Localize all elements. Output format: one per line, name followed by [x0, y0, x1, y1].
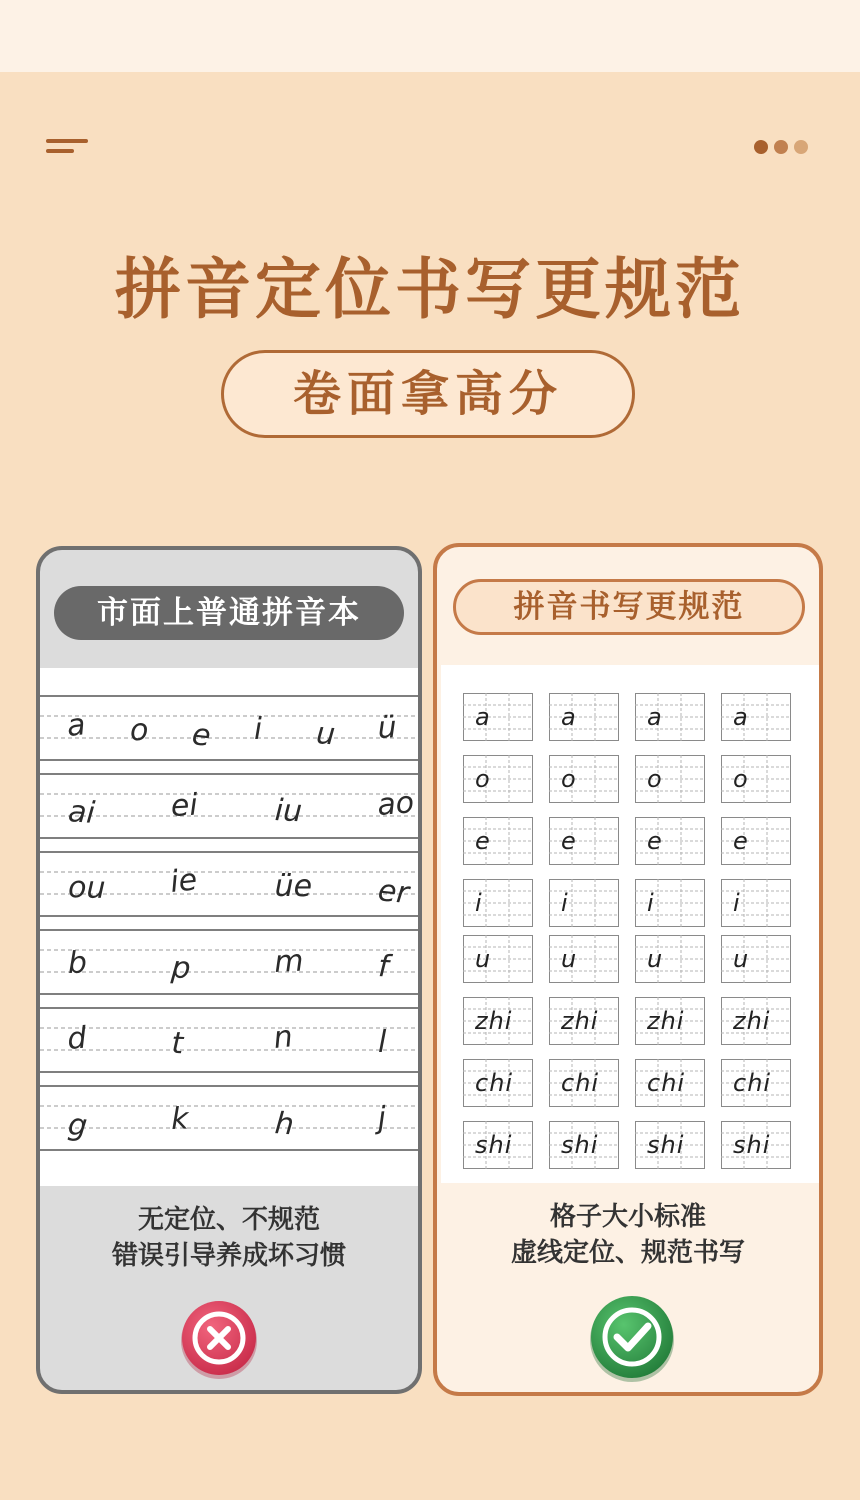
pinyin-grid-cell: [721, 879, 791, 927]
handwritten-letter: l: [378, 1025, 387, 1060]
ordinary-caption-line1: 无定位、不规范: [137, 1205, 320, 1235]
ordinary-notebook-caption: [40, 1202, 418, 1274]
pinyin-grid-cell: [635, 879, 705, 927]
pinyin-grid-cell: [635, 755, 705, 803]
cross-icon: [178, 1298, 260, 1380]
page-title: 拼音定位书写更规范: [115, 251, 745, 328]
pinyin-glyph: e: [647, 827, 663, 855]
pinyin-glyph: o: [561, 765, 577, 793]
handwritten-letter: ao: [375, 785, 416, 823]
handwritten-letter: ai: [66, 794, 97, 832]
pinyin-glyph: shi: [475, 1131, 513, 1159]
pinyin-glyph: u: [475, 945, 492, 973]
pinyin-glyph: zhi: [647, 1007, 685, 1035]
pinyin-grid-cell: [463, 693, 533, 741]
pinyin-glyph: a: [475, 703, 491, 731]
pinyin-glyph: u: [561, 945, 578, 973]
pinyin-glyph: a: [647, 703, 663, 731]
handwritten-letter: b: [67, 945, 88, 981]
pinyin-glyph: shi: [733, 1131, 771, 1159]
pinyin-grid-cell: [721, 693, 791, 741]
pinyin-grid-cell: [463, 1121, 533, 1169]
handwritten-letter: er: [376, 873, 411, 912]
standard-caption-line2: 虚线定位、规范书写: [510, 1238, 745, 1268]
ordinary-notebook-paper: [40, 668, 418, 1186]
handwritten-letter: i: [253, 711, 263, 747]
checkmark-icon: [587, 1293, 677, 1383]
handwritten-letter: m: [273, 943, 305, 980]
pinyin-grid-cell: [463, 755, 533, 803]
standard-notebook-paper: [441, 665, 819, 1183]
pinyin-glyph: zhi: [561, 1007, 599, 1035]
pinyin-grid-cell: [721, 997, 791, 1045]
ordinary-caption-line2: 错误引导养成坏习惯: [111, 1241, 346, 1271]
pinyin-grid-cell: [549, 1121, 619, 1169]
handwriting-sample: [40, 668, 418, 1186]
handwritten-letter: a: [65, 707, 88, 744]
handwritten-letter: t: [170, 1026, 184, 1062]
handwritten-letter: u: [314, 716, 337, 753]
handwritten-letter: ie: [168, 862, 199, 900]
pinyin-grid-cell: [721, 1121, 791, 1169]
handwritten-letter: f: [377, 949, 390, 985]
pinyin-grid-cell: [549, 997, 619, 1045]
pinyin-grid-cell: [549, 693, 619, 741]
pinyin-grid-cell: [635, 693, 705, 741]
handwritten-letter: o: [130, 713, 149, 748]
handwritten-letter: n: [271, 1019, 295, 1056]
pinyin-glyph: chi: [475, 1069, 514, 1097]
pinyin-glyph: a: [733, 703, 749, 731]
pinyin-glyph: u: [647, 945, 664, 973]
handwritten-letter: üe: [274, 869, 313, 904]
pinyin-glyph: zhi: [733, 1007, 771, 1035]
pinyin-grid-cell: [549, 817, 619, 865]
pinyin-glyph: u: [733, 945, 750, 973]
pinyin-glyph: o: [733, 765, 749, 793]
pinyin-grid-cell: [635, 817, 705, 865]
handwritten-letter: e: [190, 717, 213, 754]
pinyin-grid-cell: [635, 935, 705, 983]
ordinary-notebook-card: [36, 546, 422, 1394]
handwritten-letter: j: [376, 1100, 387, 1136]
pinyin-glyph: chi: [733, 1069, 772, 1097]
handwritten-letter: ou: [67, 870, 106, 906]
handwritten-letter: ü: [376, 710, 398, 746]
pinyin-glyph: shi: [647, 1131, 685, 1159]
pinyin-grid-cell: [463, 997, 533, 1045]
pinyin-grid-cell: [463, 935, 533, 983]
pinyin-glyph: i: [561, 889, 569, 917]
pinyin-grid-cell: [549, 1059, 619, 1107]
pinyin-glyph: chi: [647, 1069, 686, 1097]
ordinary-notebook-label: 市面上普通拼音本: [54, 586, 404, 640]
pinyin-glyph: e: [475, 827, 491, 855]
pinyin-glyph: e: [733, 827, 749, 855]
pinyin-grid-cell: [721, 755, 791, 803]
subtitle-pill: 卷面拿高分: [221, 350, 635, 438]
pinyin-glyph: o: [475, 765, 491, 793]
pinyin-grid-cell: [635, 997, 705, 1045]
pinyin-grid-cell: [463, 1059, 533, 1107]
pinyin-grid-cell: [635, 1121, 705, 1169]
standard-notebook-caption: [437, 1199, 819, 1271]
pinyin-grid-cell: [549, 755, 619, 803]
menu-lines-icon[interactable]: [46, 139, 88, 155]
pinyin-glyph: i: [733, 889, 741, 917]
handwritten-letter: ei: [170, 787, 199, 824]
pinyin-glyph: a: [561, 703, 577, 731]
pinyin-glyph: e: [561, 827, 577, 855]
handwritten-letter: h: [273, 1106, 296, 1143]
handwritten-letter: iu: [273, 793, 304, 830]
standard-notebook-label: 拼音书写更规范: [453, 579, 805, 635]
pinyin-grid-cell: [635, 1059, 705, 1107]
pinyin-grid-cell: [721, 817, 791, 865]
standard-notebook-card: [433, 543, 823, 1396]
handwritten-letter: g: [66, 1107, 89, 1144]
pinyin-glyph: zhi: [475, 1007, 513, 1035]
pinyin-grid-cell: [549, 879, 619, 927]
pinyin-glyph: o: [647, 765, 663, 793]
pinyin-grid-cell: [721, 935, 791, 983]
handwritten-letter: p: [170, 950, 192, 987]
top-banner-strip: [0, 0, 860, 72]
pinyin-grid-cell: [721, 1059, 791, 1107]
pinyin-glyph: chi: [561, 1069, 600, 1097]
standard-caption-line1: 格子大小标准: [549, 1202, 706, 1232]
pinyin-glyph: shi: [561, 1131, 599, 1159]
pinyin-grid-cell: [549, 935, 619, 983]
handwritten-letter: k: [170, 1101, 189, 1137]
pinyin-grid-cell: [463, 879, 533, 927]
pinyin-glyph: i: [647, 889, 655, 917]
pinyin-grid-cell: [463, 817, 533, 865]
handwritten-letter: d: [65, 1020, 88, 1057]
more-dots-icon[interactable]: [753, 138, 809, 156]
pinyin-glyph: i: [475, 889, 483, 917]
